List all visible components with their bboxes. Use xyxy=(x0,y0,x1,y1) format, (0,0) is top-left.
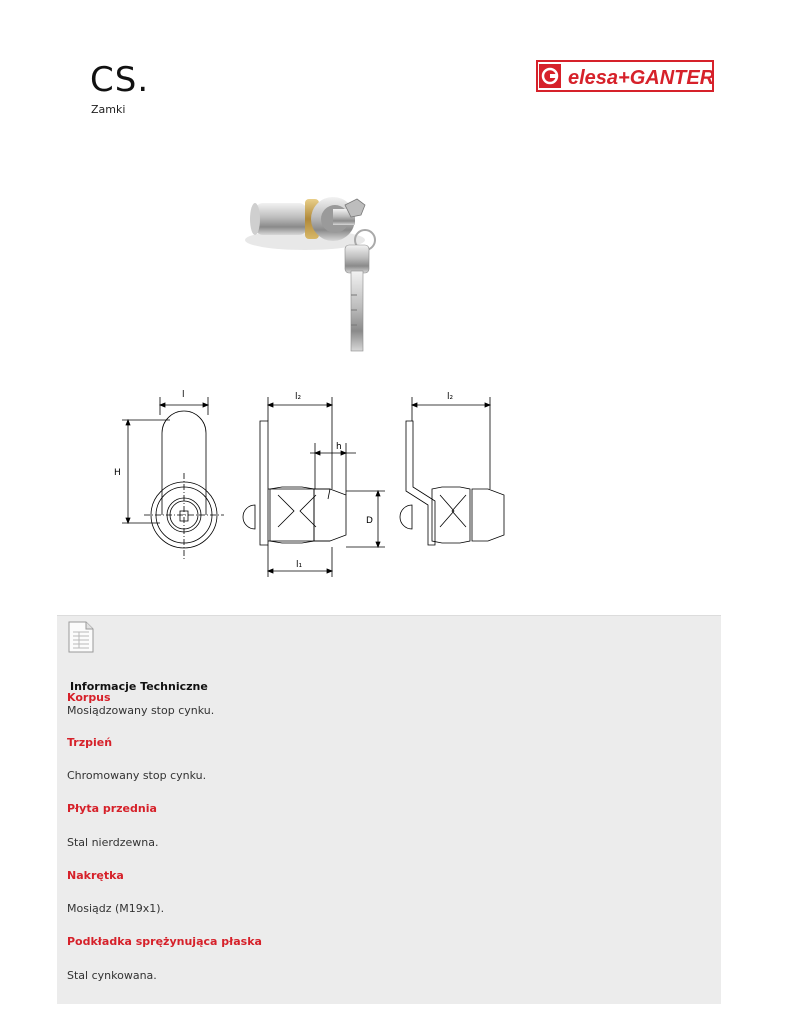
spec-value-podkladka: Stal cynkowana. xyxy=(67,969,157,982)
dim-label-l1: l₁ xyxy=(296,560,303,570)
dim-label-l2: l₂ xyxy=(295,392,302,402)
page-title: CS. xyxy=(90,60,150,100)
dim-label-l: l xyxy=(182,390,185,400)
spec-value-plyta: Stal nierdzewna. xyxy=(67,836,159,849)
page-subtitle: Zamki xyxy=(91,103,126,116)
spec-label-trzpien: Trzpień xyxy=(67,736,113,749)
spec-label-podkladka: Podkładka sprężynująca płaska xyxy=(67,935,262,948)
logo-text: elesa+GANTER xyxy=(568,67,714,89)
spec-label-korpus: Korpus xyxy=(67,691,111,704)
elesa-ganter-logo xyxy=(536,60,714,92)
technical-drawing xyxy=(110,385,530,585)
dim-label-h: h xyxy=(336,442,342,452)
spec-value-trzpien: Chromowany stop cynku. xyxy=(67,769,207,782)
dim-label-H: H xyxy=(114,468,121,478)
technical-info-panel xyxy=(57,615,721,1004)
spec-value-korpus: Mosiądzowany stop cynku. xyxy=(67,704,215,717)
dim-label-l2-b: l₂ xyxy=(447,392,454,402)
spec-label-plyta: Płyta przednia xyxy=(67,802,157,815)
product-photo xyxy=(245,185,395,360)
dim-label-D: D xyxy=(366,516,373,526)
document-icon xyxy=(67,620,95,654)
spec-value-nakretka: Mosiądz (M19x1). xyxy=(67,902,165,915)
spec-label-nakretka: Nakrętka xyxy=(67,869,124,882)
panel-heading: Informacje Techniczne xyxy=(70,680,208,693)
